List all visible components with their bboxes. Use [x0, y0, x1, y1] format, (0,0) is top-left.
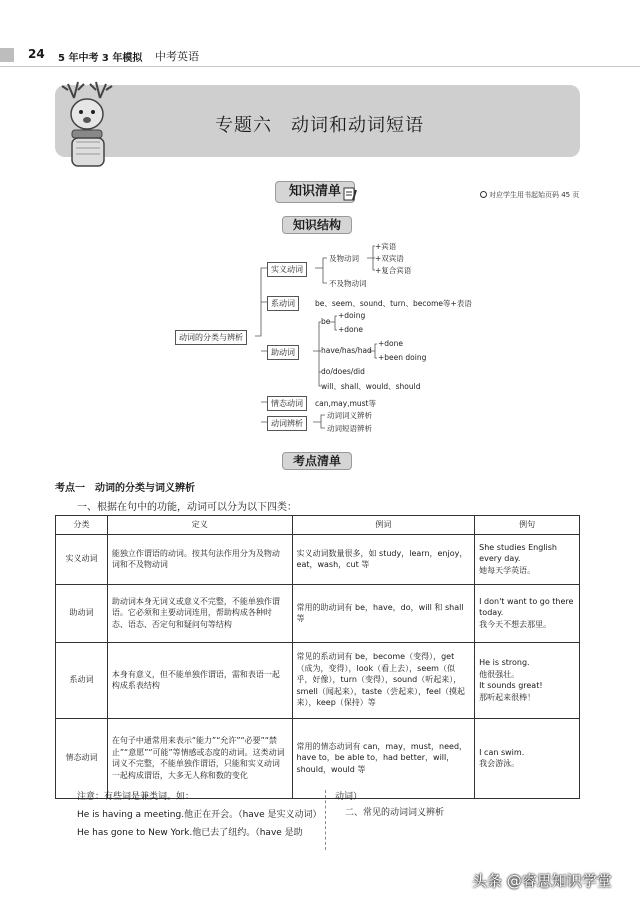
table-cell-sentence: [475, 642, 580, 718]
table-cell-definition: 助动词本身无词义或意义不完整，不能单独作谓语。它必须和主要动词连用，帮助构成各种时态、语态、否定句和疑问句等结构: [107, 584, 292, 642]
example-sentence-en: It sounds great!: [479, 681, 543, 691]
table-cell-examples: 常用的助动词有 be，have，do，will 和 shall 等: [292, 584, 475, 642]
table-cell-examples: 常见的系动词有 be，become（变得），get（成为，变得），look（看上去），seem（似乎，好像），turn（变得），sound（听起来），smell（闻起来），taste（尝起来），feel（摸起来），keep（保持）等: [292, 642, 475, 718]
example-sentence-cn: 那听起来很棒！: [479, 692, 536, 702]
exam-list-badge: [282, 452, 352, 470]
tree-leaf-doing: +doing: [338, 311, 366, 320]
note-example-1: He is having a meeting.他正在开会。（have 是实义动词）: [77, 810, 322, 820]
verb-classification-tree: [175, 238, 495, 438]
table-header: 定义: [107, 516, 292, 535]
header-divider: [0, 66, 640, 67]
tree-leaf-bujiwu: 不及物动词: [329, 279, 367, 288]
table-cell-definition: 本身有意义，但不能单独作谓语，需和表语一起构成系表结构: [107, 642, 292, 718]
example-sentence-en: She studies English every day.: [479, 542, 557, 564]
tree-node-qingtai: 情态动词: [267, 396, 307, 411]
series-name: 5 年中考 3 年模拟: [58, 53, 143, 64]
example-sentence-en: He is strong.: [479, 657, 530, 667]
exam-list-label: 考点清单: [292, 454, 341, 468]
tree-leaf-binyu: +宾语: [375, 242, 397, 251]
example-sentence-cn: 我会游泳。: [479, 759, 520, 769]
tree-leaf-qingtai-list: can,may,must等: [315, 399, 376, 408]
right-column: [335, 789, 444, 821]
tree-leaf-have: have/has/had: [321, 346, 372, 355]
table-header: 分类: [56, 516, 108, 535]
tree-node-bianxi: 动词辨析: [267, 416, 307, 431]
knowledge-structure-label: 知识结构: [292, 218, 341, 232]
table-cell-definition: 在句子中通常用来表示“能力”“允许”“必要”“禁止”“意愿”“可能”等情感或态度的动词。这类动词词义不完整，不能单独作谓语，只能和实义动词一起构成谓语，大多无人称和数的变化: [107, 718, 292, 798]
table-row: [56, 534, 580, 584]
table-row: [56, 718, 580, 798]
continued-text: 动词）: [335, 792, 363, 802]
knowledge-list-label: 知识清单: [288, 184, 341, 199]
table-row: [56, 642, 580, 718]
example-sentence-cn: 她每天学英语。: [479, 565, 536, 575]
pencil-note-icon: [343, 186, 357, 202]
tree-leaf-been-doing: +been doing: [378, 353, 427, 362]
deer-mascot-icon: [60, 80, 118, 168]
tree-leaf-have-done: +done: [378, 339, 404, 348]
note-column: [55, 789, 320, 843]
table-header: 例句: [475, 516, 580, 535]
tree-leaf-bianxi1: 动词词义辨析: [327, 411, 372, 420]
section-heading: 二、常见的动词词义辨析: [345, 808, 445, 818]
exam-point-title: 考点一 动词的分类与词义辨析: [55, 483, 195, 494]
note-example-2: He has gone to New York.他已去了纽约。（have 是助: [77, 828, 303, 838]
table-cell-examples: 实义动词数量很多，如 study，learn，enjoy，eat，wash，cut 等: [292, 534, 475, 584]
page-header: [10, 44, 310, 66]
tree-leaf-jiwu: 及物动词: [329, 254, 359, 263]
topic-title: 专题六 动词和动词短语: [215, 115, 424, 136]
tree-leaf-be: be: [321, 317, 331, 326]
watermark: 头条 @睿思知识学堂: [472, 872, 612, 890]
table-cell-definition: 能独立作谓语的动词。按其句法作用分为及物动词和不及物动词: [107, 534, 292, 584]
page-number: 24: [28, 47, 45, 61]
table-row: [56, 584, 580, 642]
note-text: 注意：有些词是兼类词。如：: [77, 792, 195, 802]
tree-leaf-done: +done: [338, 325, 364, 334]
example-sentence-cn: 他很强壮。: [479, 669, 520, 679]
knowledge-structure-badge: [282, 216, 352, 234]
example-sentence-cn: 我今天不想去那里。: [479, 619, 552, 629]
table-cell-category: 系动词: [56, 642, 108, 718]
example-sentence-en: I don't want to go there today.: [479, 596, 574, 618]
column-divider: [325, 790, 326, 850]
tree-node-shiyi: 实义动词: [267, 262, 307, 277]
tree-leaf-shuangbinyu: +双宾语: [375, 254, 404, 263]
tree-leaf-do: do/does/did: [321, 367, 365, 376]
subject-name: 中考英语: [155, 50, 199, 63]
table-cell-sentence: [475, 718, 580, 798]
page-reference: [480, 190, 579, 200]
table-header: 例词: [292, 516, 475, 535]
tree-node-xilian: 系动词: [267, 296, 299, 311]
table-header-row: [56, 516, 580, 535]
topic-banner: [55, 85, 580, 157]
table-cell-sentence: [475, 584, 580, 642]
tree-leaf-bianxi2: 动词短语辨析: [327, 424, 372, 433]
table-cell-examples: 常用的情态动词有 can，may，must，need，have to，be able to，had better，will，should，would 等: [292, 718, 475, 798]
tree-root: 动词的分类与辨析: [175, 330, 247, 345]
page-reference-text: 对应学生用书起始页码 45 页: [489, 191, 580, 199]
table-cell-category: 情态动词: [56, 718, 108, 798]
table-cell-sentence: [475, 534, 580, 584]
exam-point-subtitle: 一、根据在句中的功能，动词可以分为以下四类：: [77, 502, 297, 513]
tree-leaf-xilian-list: be、seem、sound、turn、become等+表语: [315, 299, 472, 308]
example-sentence-en: I can swim.: [479, 747, 525, 757]
circle-bullet-icon: [480, 191, 487, 198]
tree-node-zhudong: 助动词: [267, 345, 299, 360]
table-cell-category: 实义动词: [56, 534, 108, 584]
tree-leaf-fuhebinyu: +复合宾语: [375, 266, 412, 275]
tree-leaf-will: will、shall、would、should: [321, 382, 421, 391]
table-cell-category: 助动词: [56, 584, 108, 642]
verb-category-table: [55, 515, 580, 799]
